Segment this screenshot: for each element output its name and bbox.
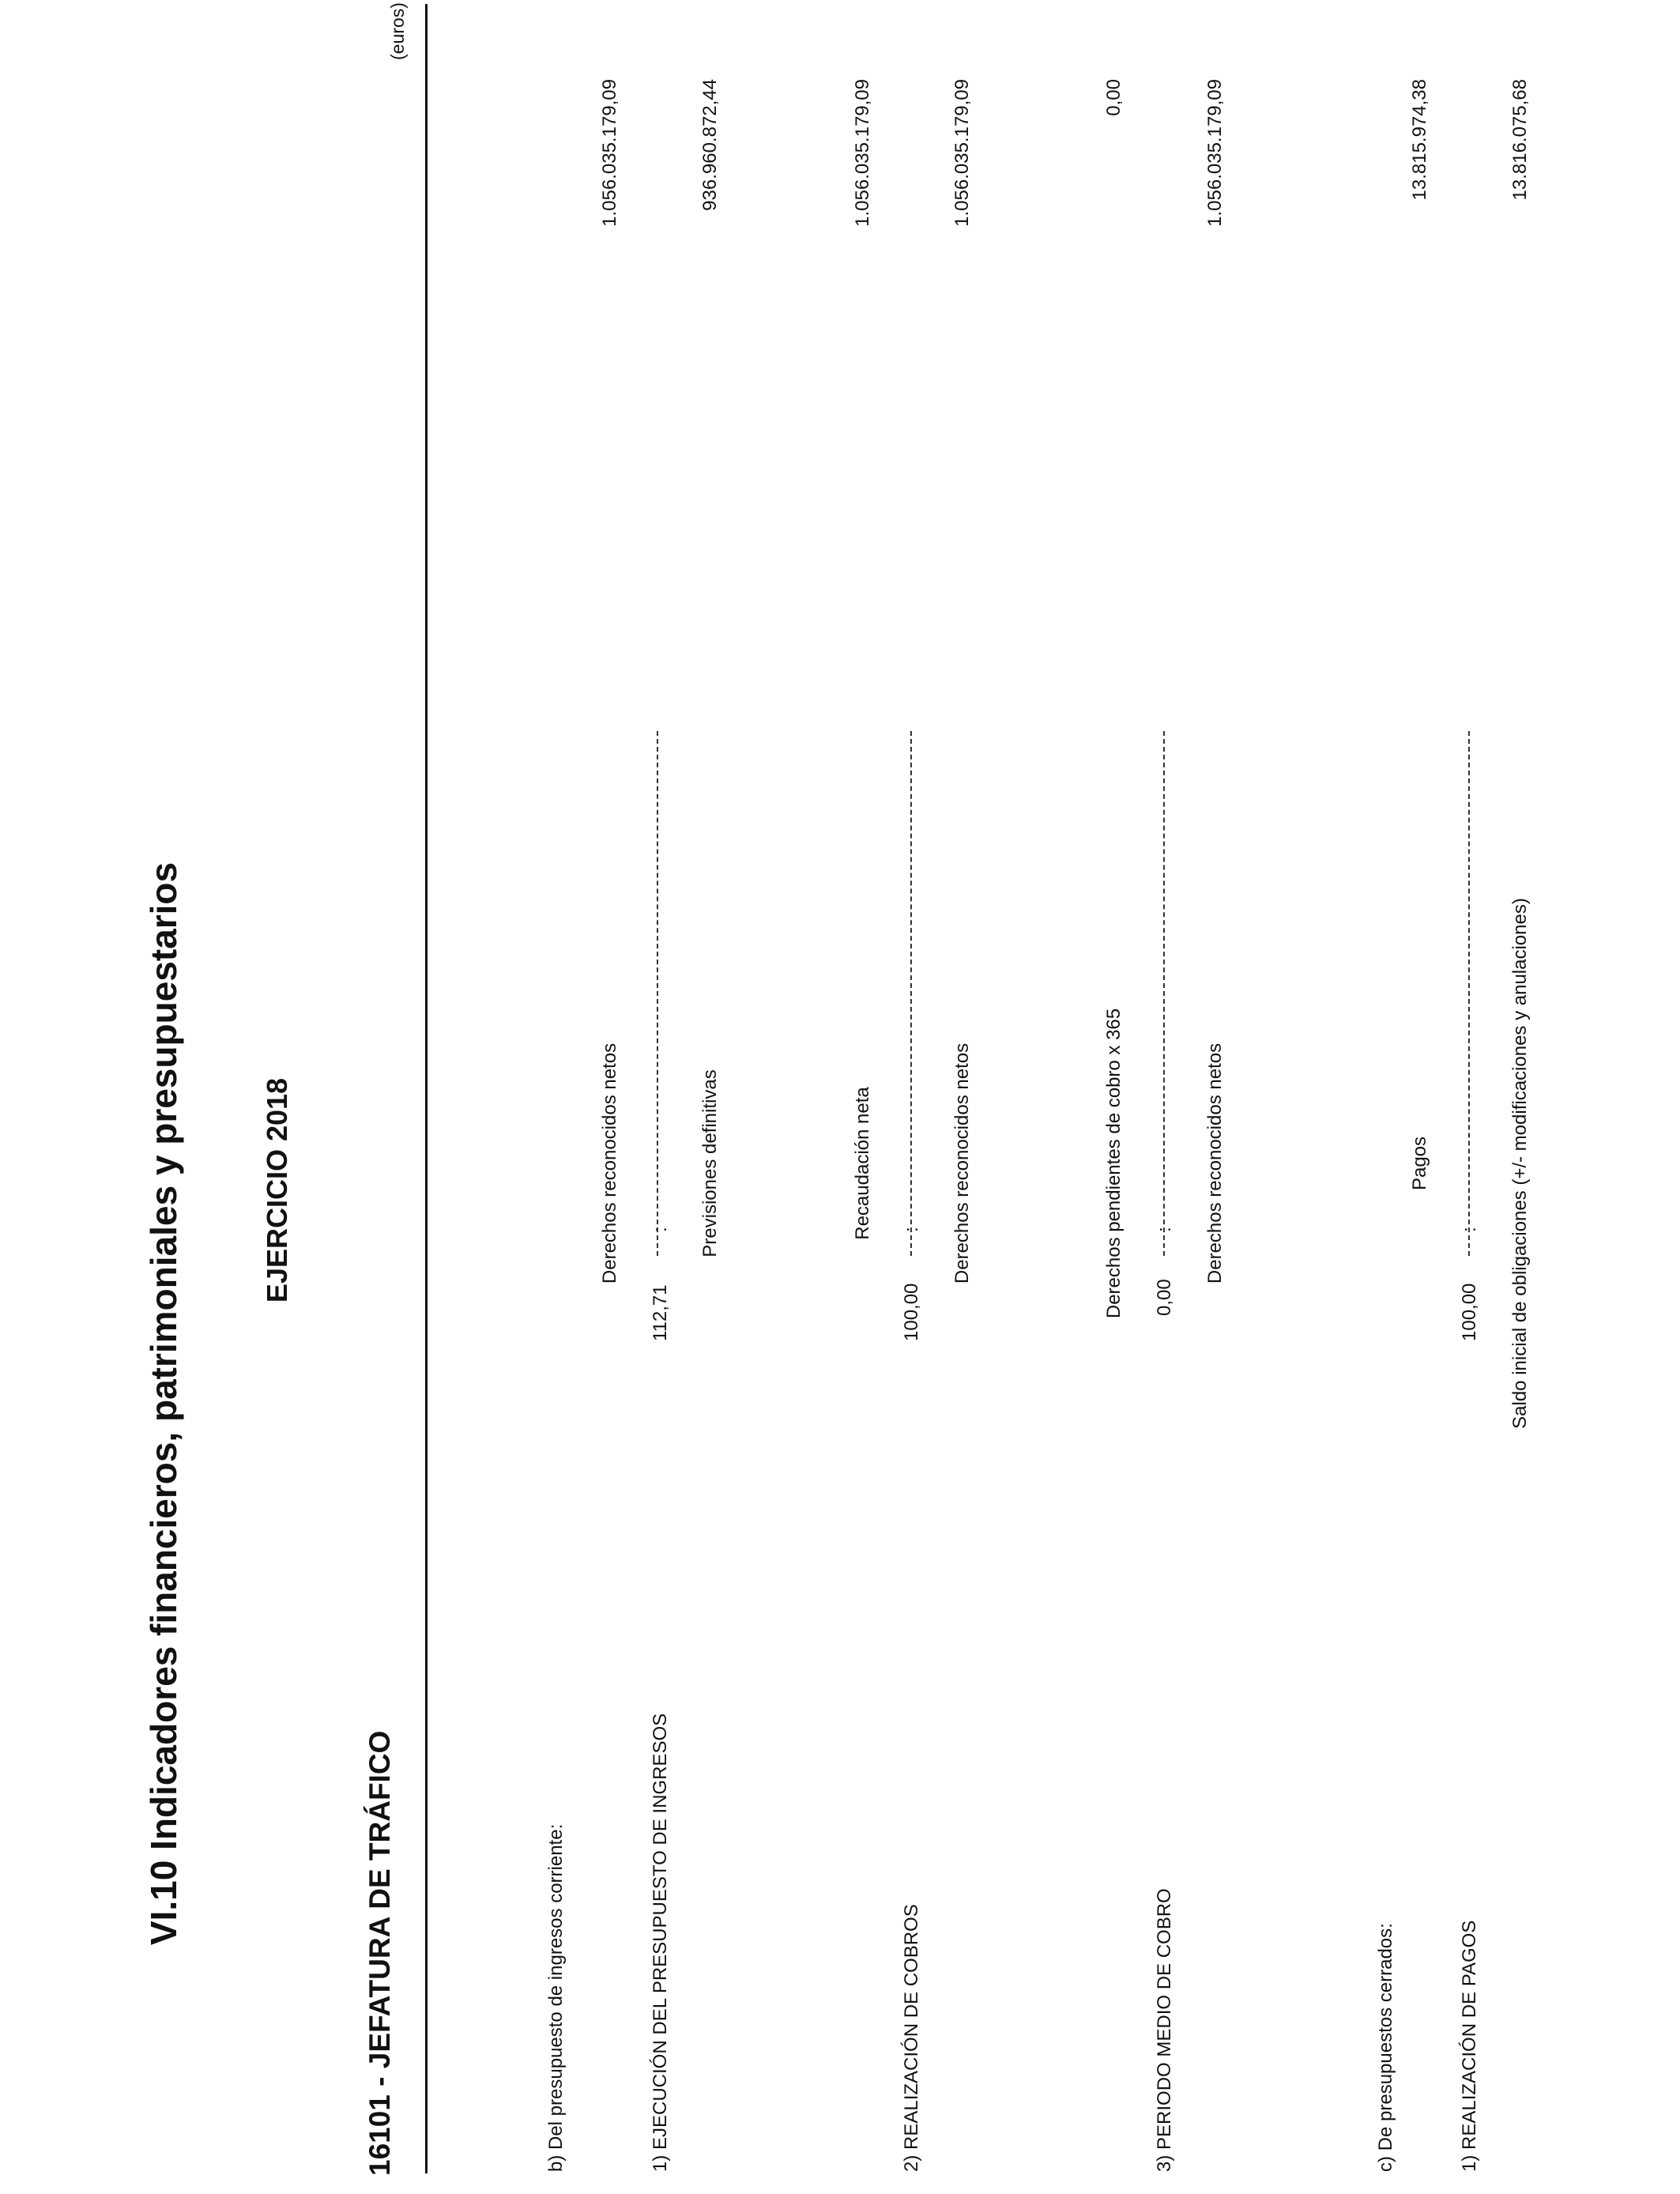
denominator-label: Previsiones definitivas xyxy=(699,1069,721,1257)
denominator-value: 13.816.075,68 xyxy=(1509,79,1531,201)
denominator-label: Derechos reconocidos netos xyxy=(951,1042,973,1284)
indicator-label: 3) PERIODO MEDIO DE COBRO xyxy=(1154,1888,1175,2172)
denominator-value: 936.960.872,44 xyxy=(699,79,721,211)
numerator-value: 1.056.035.179,09 xyxy=(852,79,873,227)
numerator-value: 0,00 xyxy=(1103,79,1124,116)
section-b-heading: b) Del presupuesto de ingresos corriente: xyxy=(545,1823,567,2172)
denominator-label: Saldo inicial de obligaciones (+/- modificaciones y anulaciones) xyxy=(1509,898,1531,1429)
numerator-label: Recaudación neta xyxy=(852,1087,873,1240)
fraction-line xyxy=(1468,731,1470,1256)
fiscal-year: EJERCICIO 2018 xyxy=(261,1077,293,1303)
colon: : xyxy=(1459,1227,1480,1232)
colon: : xyxy=(650,1227,671,1232)
numerator-label: Pagos xyxy=(1409,1136,1430,1191)
units-label: (euros) xyxy=(387,2,408,60)
indicator-value: 100,00 xyxy=(1459,1283,1480,1341)
fraction-line xyxy=(1163,731,1165,1256)
entity-heading: 16101 - JEFATURA DE TRÁFICO xyxy=(363,1730,396,2176)
indicator-value: 100,00 xyxy=(901,1283,922,1341)
indicator-value: 112,71 xyxy=(650,1284,671,1341)
section-c-heading: c) De presupuestos cerrados: xyxy=(1375,1923,1396,2172)
numerator-label: Derechos pendientes de cobro x 365 xyxy=(1103,1008,1124,1319)
denominator-value: 1.056.035.179,09 xyxy=(951,79,973,227)
numerator-label: Derechos reconocidos netos xyxy=(599,1042,620,1284)
indicator-value: 0,00 xyxy=(1154,1279,1175,1316)
numerator-value: 13.815.974,38 xyxy=(1409,79,1430,201)
colon: : xyxy=(901,1227,922,1232)
denominator-value: 1.056.035.179,09 xyxy=(1204,79,1226,227)
report-title: VI.10 Indicadores financieros, patrimoniales y presupuestarios xyxy=(143,861,184,1946)
fraction-line xyxy=(910,731,912,1256)
indicator-label: 1) EJECUCIÓN DEL PRESUPUESTO DE INGRESOS xyxy=(650,1713,671,2172)
fraction-line xyxy=(657,731,658,1256)
indicator-label: 2) REALIZACIÓN DE COBROS xyxy=(901,1904,922,2172)
numerator-value: 1.056.035.179,09 xyxy=(599,79,620,227)
indicator-label: 1) REALIZACIÓN DE PAGOS xyxy=(1459,1920,1480,2172)
denominator-label: Derechos reconocidos netos xyxy=(1204,1042,1226,1284)
header-divider xyxy=(425,4,428,2173)
colon: : xyxy=(1154,1227,1175,1232)
